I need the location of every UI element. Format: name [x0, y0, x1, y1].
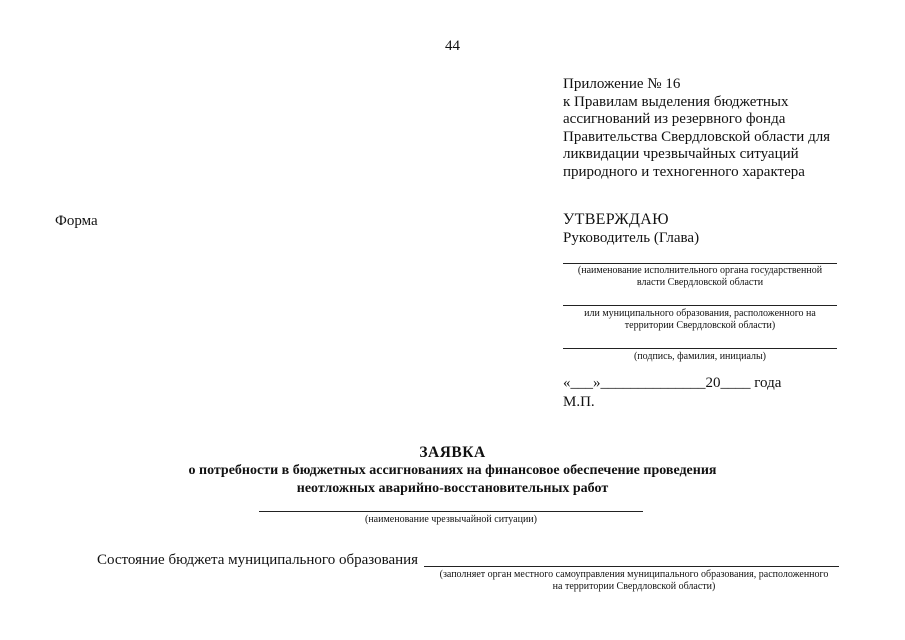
appendix-line: ликвидации чрезвычайных ситуаций [563, 146, 799, 162]
appendix-line: ассигнований из резервного фонда [563, 111, 786, 127]
emergency-name-line [259, 511, 643, 512]
document-title: ЗАЯВКА [419, 444, 486, 461]
signature-caption: (подпись, фамилия, инициалы) [633, 351, 767, 362]
municipality-name-line [563, 305, 837, 306]
document-subtitle-line2: неотложных аварийно-восстановительных работ [296, 481, 609, 496]
caption-line: (заполняет орган местного самоуправления муниципального образования, расположенного [439, 569, 829, 580]
appendix-line: природного и техногенного характера [563, 163, 805, 180]
budget-status-line [424, 566, 839, 567]
caption-line: или муниципального образования, расположенного на [584, 308, 816, 319]
approve-title: УТВЕРЖДАЮ [563, 211, 669, 228]
authority-name-line [563, 263, 837, 264]
appendix-block [563, 76, 830, 181]
authority-name-caption [553, 265, 847, 288]
caption-line: (наименование исполнительного органа государственной [577, 265, 823, 276]
municipality-name-caption [553, 308, 847, 331]
document-subtitle-line1: о потребности в бюджетных ассигнованиях на финансовое обеспечение проведения [188, 463, 717, 478]
caption-line: территории Свердловской области) [624, 319, 776, 331]
appendix-line: Приложение № 16 [563, 76, 681, 92]
seal-mark: М.П. [563, 394, 595, 410]
form-label: Форма [55, 213, 98, 229]
appendix-line: к Правилам выделения бюджетных [563, 93, 789, 110]
caption-line: на территории Свердловской области) [552, 580, 716, 592]
caption-line: власти Свердловской области [636, 276, 764, 288]
budget-status-caption [414, 569, 854, 592]
approval-date-line: «___»______________20____ года [563, 375, 782, 391]
page-number: 44 [445, 38, 460, 54]
emergency-name-caption: (наименование чрезвычайной ситуации) [365, 514, 537, 525]
budget-status-label: Состояние бюджета муниципального образования [97, 552, 419, 568]
appendix-line: Правительства Свердловской области для [563, 128, 831, 145]
approver-role: Руководитель (Глава) [563, 230, 700, 246]
signature-line [563, 348, 837, 349]
